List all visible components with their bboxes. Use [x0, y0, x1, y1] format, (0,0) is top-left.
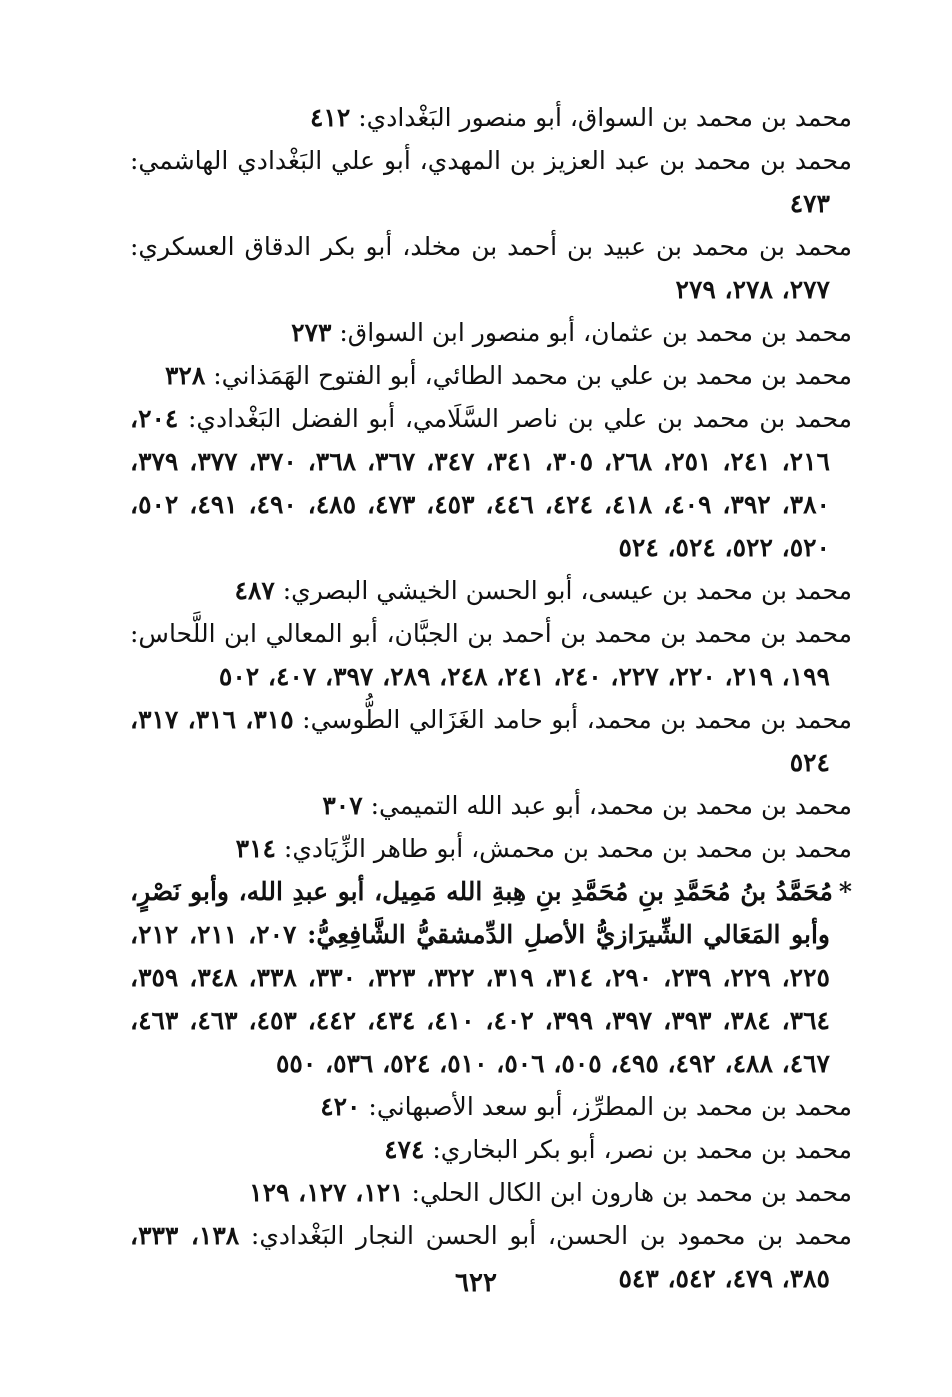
- entry-name: مُحَمَّدُ بنُ مُحَمَّدِ بنِ مُحَمَّدِ بنِ هِبةِ الله مَمِيل، أبو عبدِ الله، وأبو نَصْرٍ، وأبو المَعَالي الشِّيرَازيُّ الأصلِ الدِّمشقيُّ الشَّافِعِيُّ:: [130, 877, 833, 949]
- entry-name: محمد بن محمد بن السواق، أبو منصور البَغْدادي:: [350, 103, 852, 132]
- entry-pages: ٤٧٤: [384, 1135, 425, 1164]
- index-entry: [130, 225, 852, 311]
- index-entry: [130, 311, 852, 354]
- index-entry-featured: [130, 870, 852, 1085]
- entry-pages: ١٣٨، ٣٣٣، ٣٨٥، ٤٧٩، ٥٤٢، ٥٤٣: [130, 1221, 830, 1293]
- entry-name: محمد بن محمد بن محمد، أبو عبد الله التميمي:: [362, 791, 852, 820]
- index-entry: [130, 1128, 852, 1171]
- entry-name: محمد بن محمد بن علي بن ناصر السَّلَامي، أبو الفضل البَغْدادي:: [178, 404, 852, 433]
- entry-name: محمد بن محمد بن محمد بن محمش، أبو طاهر الزِّيَادي:: [275, 834, 852, 863]
- entry-pages: ٢٠٤، ٢١٦، ٢٤١، ٢٥١، ٢٦٨، ٣٠٥، ٣٤١، ٣٤٧، ٣٦٧، ٣٦٨، ٣٧٠، ٣٧٧، ٣٧٩، ٣٨٠، ٣٩٢، ٤٠٩، ٤١٨، ٤٢٤، ٤٤٦، ٤٥٣، ٤٧٣، ٤٨٥، ٤٩٠، ٤٩١، ٥٠٢، ٥٢٠، ٥٢٢، ٥٢٤، ٥٢٤: [130, 404, 830, 562]
- entry-name: محمد بن محمد بن المطرِّز، أبو سعد الأصبهاني:: [360, 1092, 852, 1121]
- index-entry: [130, 1171, 852, 1214]
- entry-name: محمد بن محمد بن عبد العزيز بن المهدي، أبو علي البَغْدادي الهاشمي:: [130, 146, 852, 175]
- entry-name: محمد بن محمد بن عثمان، أبو منصور ابن السواق:: [331, 318, 852, 347]
- index-entry: [130, 784, 852, 827]
- entry-pages: ٤٢٠: [320, 1092, 361, 1121]
- entry-name: محمد بن محمود بن الحسن، أبو الحسن النجار البَغْدادي:: [239, 1221, 852, 1250]
- entry-pages: ٣١٥، ٣١٦، ٣١٧، ٥٢٤: [130, 705, 830, 777]
- entry-pages: ٢٠٧، ٢١١، ٢١٢، ٢٢٥، ٢٢٩، ٢٣٩، ٢٩٠، ٣١٤، ٣١٩، ٣٢٢، ٣٢٣، ٣٣٠، ٣٣٨، ٣٤٨، ٣٥٩، ٣٦٤، ٣٨٤، ٣٩٣، ٣٩٧، ٣٩٩، ٤٠٢، ٤١٠، ٤٣٤، ٤٤٢، ٤٥٣، ٤٦٣، ٤٦٣، ٤٦٧، ٤٨٨، ٤٩٢، ٤٩٥، ٥٠٥، ٥٠٦، ٥١٠، ٥٢٤، ٥٣٦، ٥٥٠: [130, 920, 830, 1078]
- index-entry: [130, 827, 852, 870]
- entry-pages: ١٢١، ١٢٧، ١٢٩: [249, 1178, 404, 1207]
- entry-pages: ٢٧٣: [291, 318, 332, 347]
- index-entry: [130, 1085, 852, 1128]
- entry-pages: ٣١٤: [235, 834, 276, 863]
- entry-name: محمد بن محمد بن عيسى، أبو الحسن الخيشي البصري:: [274, 576, 852, 605]
- entry-name: محمد بن محمد بن عبيد بن أحمد بن مخلد، أبو بكر الدقاق العسكري:: [130, 232, 852, 261]
- entry-name: محمد بن محمد بن نصر، أبو بكر البخاري:: [424, 1135, 852, 1164]
- entry-pages: ٢٧٧، ٢٧٨، ٢٧٩: [675, 275, 830, 304]
- index-entry: [130, 354, 852, 397]
- index-entry: [130, 397, 852, 569]
- entry-pages: ٤١٢: [309, 103, 351, 132]
- entry-pages: ٤٨٧: [234, 576, 275, 605]
- entry-pages: ١٩٩، ٢١٩، ٢٢٠، ٢٢٧، ٢٤٠، ٢٤١، ٢٤٨، ٢٨٩، ٣٩٧، ٤٠٧، ٥٠٢: [218, 662, 830, 691]
- index-entry: [130, 612, 852, 698]
- page-number: ٦٢٢: [455, 1268, 497, 1298]
- star-marker: *: [838, 877, 852, 906]
- entry-name: محمد بن محمد بن علي بن محمد الطائي، أبو الفتوح الهَمَذاني:: [205, 361, 852, 390]
- entry-name: محمد بن محمد بن هارون ابن الكال الحلي:: [403, 1178, 852, 1207]
- entry-pages: ٤٧٣: [789, 189, 830, 218]
- entry-pages: ٣٢٨: [164, 361, 206, 390]
- index-entry: [130, 96, 852, 139]
- entry-name: محمد بن محمد بن محمد بن أحمد بن الجبَّان، أبو المعالي ابن اللَّحاس:: [130, 619, 852, 648]
- entry-pages: ٣٠٧: [322, 791, 363, 820]
- entry-name: محمد بن محمد بن محمد، أبو حامد الغَزَالي الطُّوسي:: [293, 705, 853, 734]
- index-page: [130, 96, 852, 1300]
- index-entry: [130, 569, 852, 612]
- index-entry: [130, 139, 852, 225]
- index-entry: [130, 698, 852, 784]
